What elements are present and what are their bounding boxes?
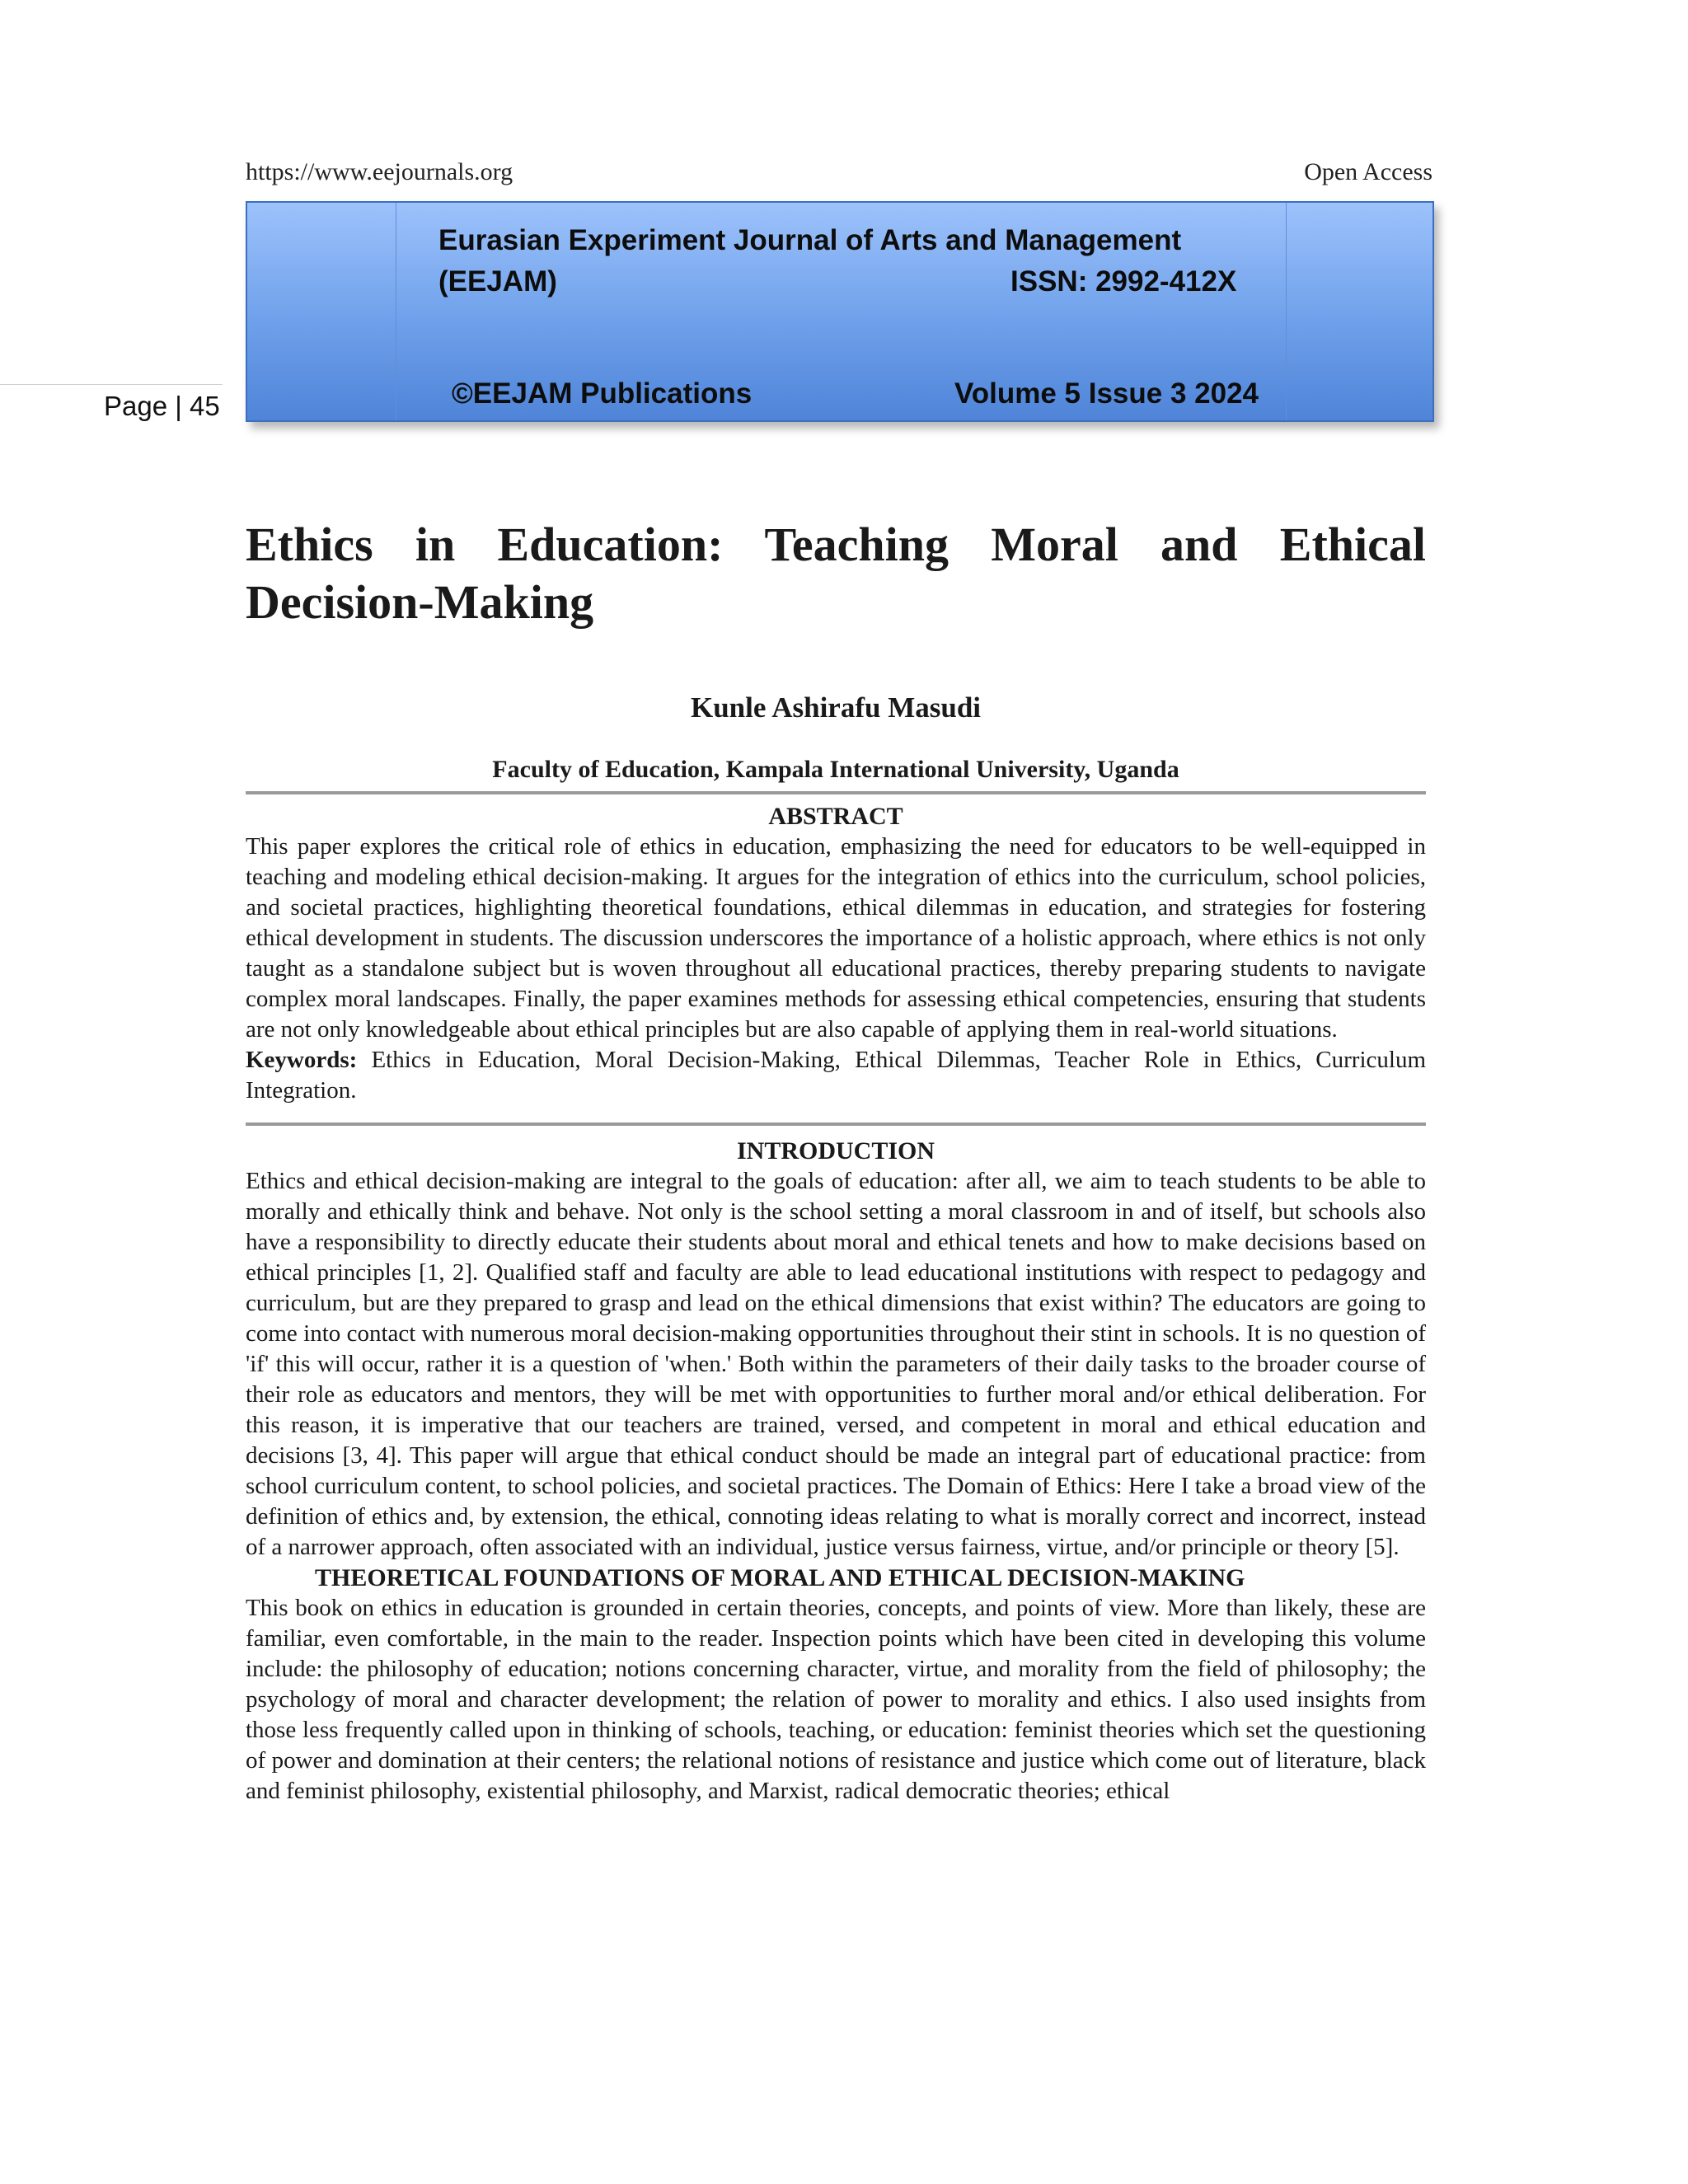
journal-title: Eurasian Experiment Journal of Arts and Management (438, 224, 1182, 256)
page-number: Page | 45 (104, 391, 220, 421)
abstract-body: This paper explores the critical role of ethics in education, emphasizing the need for educators to be well-equipped in teaching and modeling ethical decision-making. It argues for the integration of ethics into the curriculum, school policies, and societal practices, highlighting theoretical foundations, ethical dilemmas in education, and strategies for fostering ethical development in students. The discussion underscores the importance of a holistic approach, where ethics is not only taught as a standalone subject but is woven throughout all educational practices, thereby preparing students to navigate complex moral landscapes. Finally, the paper examines methods for assessing ethical competencies, ensuring that students are not only knowledgeable about ethical principles but are also capable of applying them in real-world situations. (246, 833, 1426, 1043)
journal-banner (246, 201, 1434, 422)
theory-text: This book on ethics in education is grounded in certain theories, concepts, and points of view. More than likely, these are familiar, even comfortable, in the main to the reader. Inspection points which have been cited in developing this volume include: the philosophy of education; notions concerning character, virtue, and morality from the field of philosophy; the psychology of moral and character development; the relation of power to morality and ethics. I also used insights from those less frequently called upon in thinking of schools, teaching, or education: feminist theories which set the questioning of power and domination at their centers; the relational notions of resistance and justice which come out of literature, black and feminist philosophy, existential philosophy, and Marxist, radical democratic theories; ethical (246, 1595, 1426, 1804)
open-access-label: Open Access (1304, 158, 1432, 185)
publisher-label: ©EEJAM Publications (452, 377, 753, 410)
section-divider (246, 1122, 1426, 1126)
abstract-heading: ABSTRACT (768, 803, 903, 830)
author-name: Kunle Ashirafu Masudi (690, 691, 982, 724)
journal-issn: ISSN: 2992-412X (1010, 265, 1237, 298)
keywords-list: Ethics in Education, Moral Decision-Making, Ethical Dilemmas, Teacher Role in Ethics, Curriculum Integration. (246, 1047, 1426, 1104)
volume-issue-label: Volume 5 Issue 3 2024 (954, 377, 1259, 410)
section-divider (246, 791, 1426, 794)
banner-divider-right (1286, 203, 1287, 420)
introduction-text: Ethics and ethical decision-making are integral to the goals of education: after all, we aim to teach students to be able to morally and ethically think and behave. Not only is the school setting a moral classroom in and of itself, but schools also have a responsibility to directly educate their students about moral and ethical tenets and how to make decisions based on ethical principles [1, 2]. Qualified staff and faculty are able to lead educational institutions with respect to pedagogy and curriculum, but are they prepared to grasp and lead on the ethical dimensions that exist within? The educators are going to come into contact with numerous moral decision-making opportunities throughout their stint in schools. It is no question of 'if' this will occur, rather it is a question of 'when.' Both within the parameters of their daily tasks to the broader course of their role as educators and mentors, they will be met with opportunities to further moral and/or ethical deliberation. For this reason, it is imperative that our teachers are trained, versed, and competent in moral and ethical education and decisions [3, 4]. This paper will argue that ethical conduct should be made an integral part of educational practice: from school curriculum content, to school policies, and societal practices. The Domain of Ethics: Here I take a broad view of the definition of ethics and, by extension, the ethical, connoting ideas relating to what is morally correct and incorrect, instead of a narrower approach, often associated with an individual, justice versus fairness, virtue, and/or principle or theory [5]. (246, 1168, 1426, 1560)
keywords-label: Keywords: (246, 1047, 358, 1073)
article-content (246, 516, 1426, 1807)
journal-abbreviation: (EEJAM) (438, 265, 557, 298)
margin-rule (0, 384, 223, 385)
introduction-heading: INTRODUCTION (736, 1137, 935, 1165)
theory-heading: THEORETICAL FOUNDATIONS OF MORAL AND ETHICAL DECISION-MAKING (315, 1564, 1245, 1591)
abstract-text (246, 832, 1426, 1106)
journal-url[interactable]: https://www.eejournals.org (246, 158, 513, 185)
author-affiliation: Faculty of Education, Kampala International University, Uganda (492, 756, 1179, 783)
paper-title: Ethics in Education: Teaching Moral and Ethical Decision-Making (246, 518, 1426, 629)
